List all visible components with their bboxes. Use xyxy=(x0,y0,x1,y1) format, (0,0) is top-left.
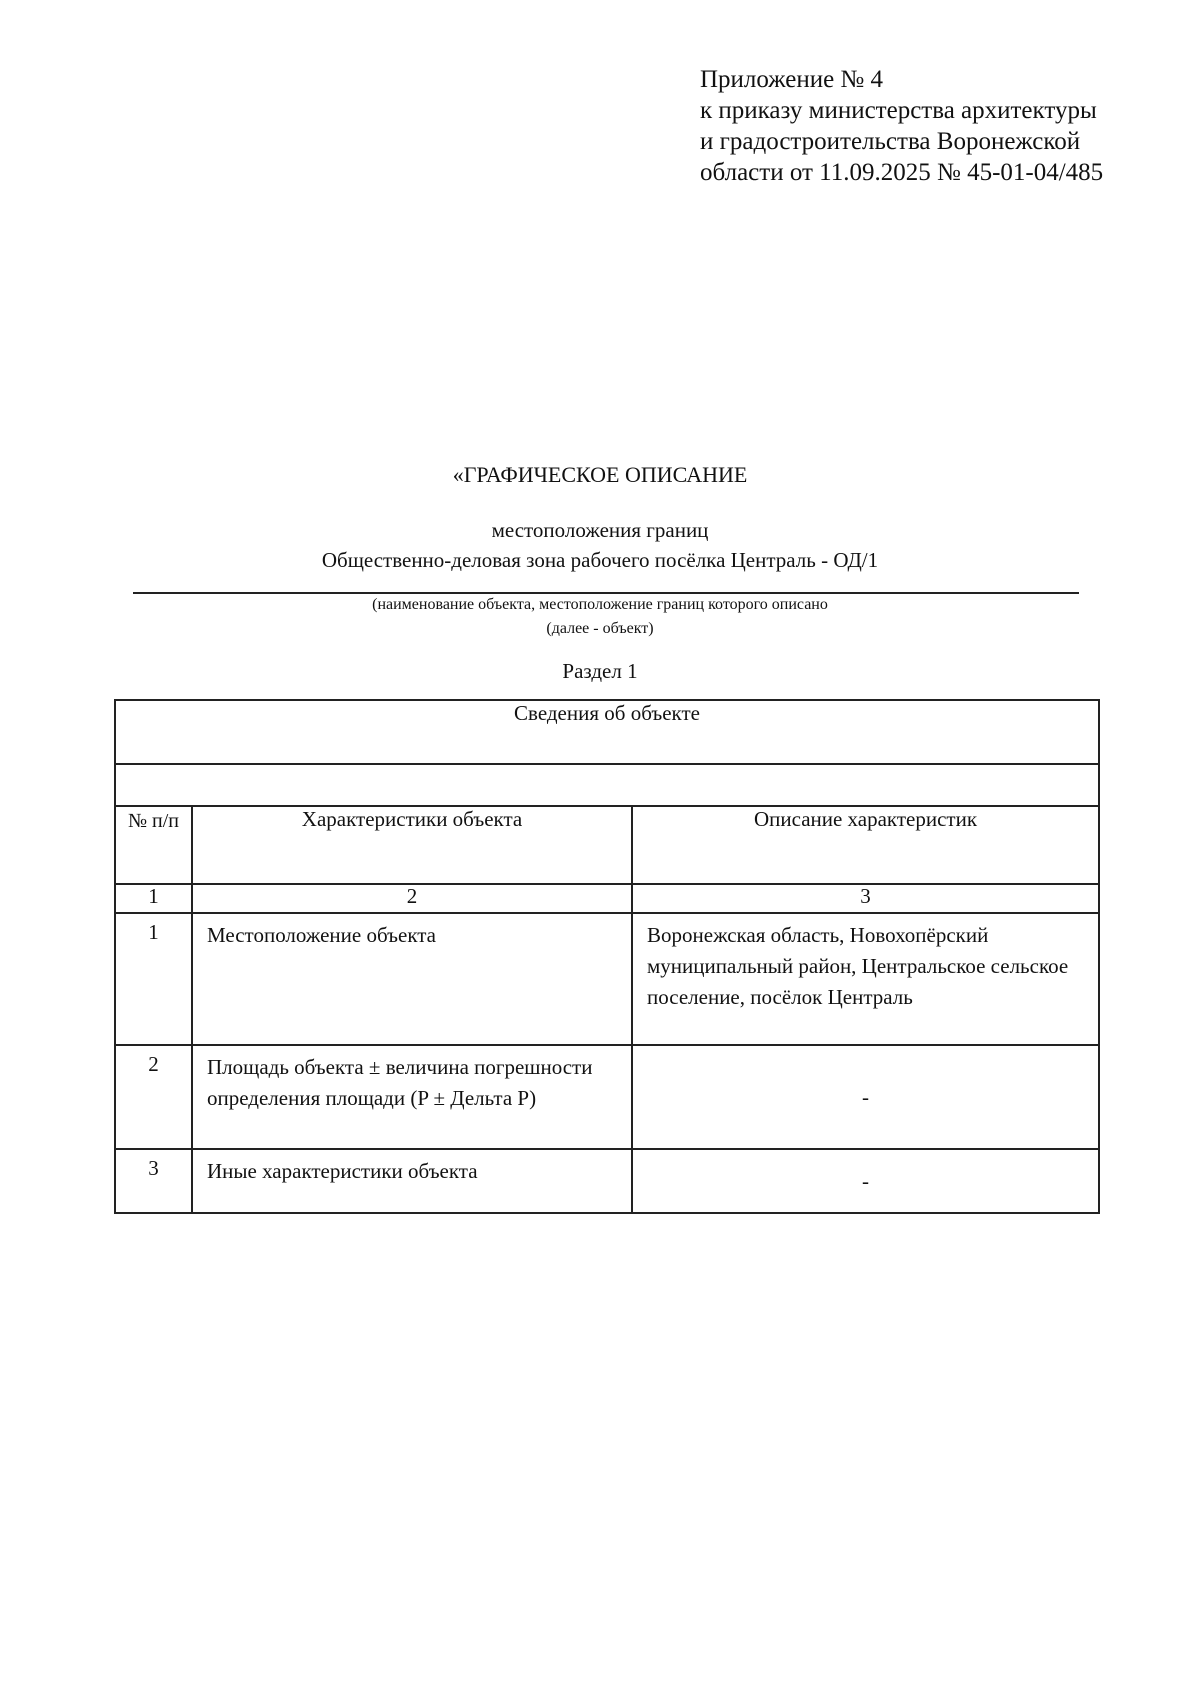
caption-line-1: (наименование объекта, местоположение границ которого описано xyxy=(372,596,828,613)
table-row xyxy=(115,1149,1099,1213)
appendix-line-4: области от 11.09.2025 № 45-01-04/485 xyxy=(700,159,1104,186)
appendix-header xyxy=(700,64,1180,188)
document-subtitle: местоположения границ xyxy=(491,518,709,542)
table-row xyxy=(115,1045,1099,1149)
row-description: - xyxy=(632,1149,1099,1213)
table-header: Сведения об объекте xyxy=(115,700,1099,764)
row-description: - xyxy=(632,1045,1099,1149)
appendix-line-2: к приказу министерства архитектуры xyxy=(700,97,1097,124)
document-title: «ГРАФИЧЕСКОЕ ОПИСАНИЕ xyxy=(452,462,748,487)
row-number: 1 xyxy=(115,913,192,1045)
row-number: 2 xyxy=(115,1045,192,1149)
column-number-row xyxy=(115,884,1099,913)
row-description: Воронежская область, Новохопёрский муниципальный район, Центральское сельское поселение, посёлок Централь xyxy=(632,913,1099,1045)
row-characteristic: Площадь объекта ± величина погрешности определения площади (P ± Дельта P) xyxy=(192,1045,632,1149)
column-number: 3 xyxy=(632,884,1099,913)
column-header-description: Описание характеристик xyxy=(632,806,1099,884)
table-row xyxy=(115,913,1099,1045)
object-info-table xyxy=(114,699,1100,1214)
blank-cell xyxy=(115,764,1099,806)
object-name: Общественно-деловая зона рабочего посёлка Централь - ОД/1 xyxy=(321,548,879,572)
appendix-line-1: Приложение № 4 xyxy=(700,66,884,93)
column-header-characteristics: Характеристики объекта xyxy=(192,806,632,884)
table-header-row xyxy=(115,700,1099,764)
column-header-num: № п/п xyxy=(115,806,192,884)
row-characteristic: Иные характеристики объекта xyxy=(192,1149,632,1213)
section-title: Раздел 1 xyxy=(562,659,638,683)
appendix-line-3: и градостроительства Воронежской xyxy=(700,128,1081,155)
underline-rule xyxy=(133,592,1079,594)
row-characteristic: Местоположение объекта xyxy=(192,913,632,1045)
table-blank-row xyxy=(115,764,1099,806)
column-number: 2 xyxy=(192,884,632,913)
column-number: 1 xyxy=(115,884,192,913)
caption-line-2: (далее - объект) xyxy=(546,620,654,637)
row-number: 3 xyxy=(115,1149,192,1213)
column-header-row xyxy=(115,806,1099,884)
